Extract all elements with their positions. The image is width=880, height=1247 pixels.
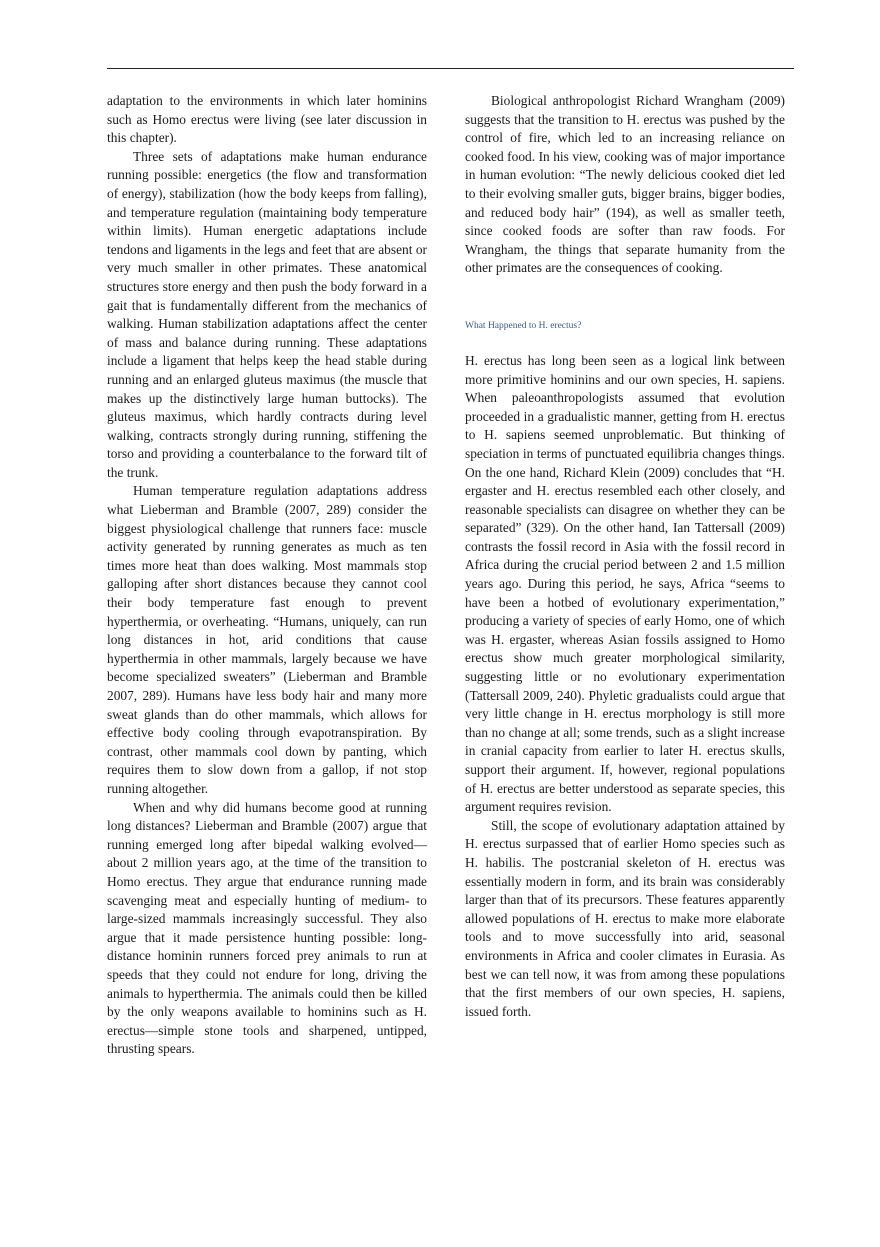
header-rule: [107, 68, 794, 69]
left-column: [107, 92, 427, 1059]
body-paragraph: When and why did humans become good at running long distances? Lieberman and Bramble (2007) argue that running emerged long after bipedal walking evolved—about 2 million years ago, at the time of the transition to Homo erectus. They argue that endurance running made scavenging meat and especially hunting of medium- to large-sized mammals increasingly successful. They also argue that it made persistence hunting possible: long-distance hominin runners forced prey animals to run at speeds that they could not endure for long, driving the animals to hyperthermia. The animals could then be killed by the only weapons available to hominins such as H. erectus—simple stone tools and sharpened, untipped, thrusting spears.: [107, 799, 427, 1057]
right-column: [465, 92, 785, 1021]
body-paragraph: Biological anthropologist Richard Wrangham (2009) suggests that the transition to H. erectus was pushed by the control of fire, which led to an increasing reliance on cooked food. In his view, cooking was of major importance in human evolution: “The newly delicious cooked diet led to their evolving smaller guts, bigger brains, bigger bodies, and reduced body hair” (194), as well as smaller teeth, since cooked foods are softer than raw foods. For Wrangham, the things that separate humanity from the other primates are the consequences of cooking.: [465, 93, 785, 276]
section-heading: What Happened to H. erectus?: [465, 320, 582, 331]
body-paragraph: adaptation to the environments in which later hominins such as Homo erectus were living (see later discussion in this chapter).: [107, 93, 427, 146]
body-paragraph: H. erectus has long been seen as a logical link between more primitive hominins and our own species, H. sapiens. When paleoanthropologists assumed that evolution proceeded in a gradualistic manner, getting from H. erectus to H. sapiens seemed unproblematic. But thinking of speciation in terms of punctuated equilibria changes things. On the one hand, Richard Klein (2009) concludes that “H. ergaster and H. erectus resembled each other closely, and reasonable specialists can disagree on whether they can be separated” (329). On the other hand, Ian Tattersall (2009) contrasts the fossil record in Asia with the fossil record in Africa during the crucial period between 2 and 1.5 million years ago. During this period, he says, Africa “seems to have been a hotbed of evolutionary experimentation,” producing a variety of species of early Homo, one of which was H. ergaster, whereas Asian fossils assigned to Homo erectus show much greater morphological similarity, suggesting little or no evolutionary experimentation (Tattersall 2009, 240). Phyletic gradualists could argue that very little change in H. erectus morphology is still more than no change at all; some trends, such as a slight increase in cranial capacity from earlier to later H. erectus skulls, support their argument. If, however, regional populations of H. erectus are better understood as separate species, this argument requires revision.: [465, 352, 785, 815]
body-paragraph: Human temperature regulation adaptations address what Lieberman and Bramble (2007, 289) consider the biggest physiological challenge that runners face: muscle activity generated by running generates as much as ten times more heat than does walking. Most mammals stop galloping after short distances because they cannot cool their body temperature fast enough to prevent hyperthermia, or overheating. “Humans, uniquely, can run long distances in hot, arid conditions that cause hyperthermia in other mammals, largely because we have become specialized sweaters” (Lieberman and Bramble 2007, 289). Humans have less body hair and many more sweat glands than do other mammals, which allows for effective body cooling through evapotranspiration. By contrast, other mammals cool down by panting, which requires them to slow down from a gallop, if not stop running altogether.: [107, 483, 427, 796]
body-paragraph: Still, the scope of evolutionary adaptation attained by H. erectus surpassed that of earlier Homo species such as H. habilis. The postcranial skeleton of H. erectus was essentially modern in form, and its brain was considerably larger than that of its precursors. These features apparently allowed populations of H. erectus to make more elaborate tools and to move successfully into arid, seasonal environments in Africa and cooler climates in Eurasia. As best we can tell now, it was from among these populations that the first members of our own species, H. sapiens, issued forth.: [465, 817, 785, 1019]
body-paragraph: Three sets of adaptations make human endurance running possible: energetics (the flow and transformation of energy), stabilization (how the body keeps from falling), and temperature regulation (maintaining body temperature within limits). Human energetic adaptations include tendons and ligaments in the legs and feet that are absent or very much smaller in other primates. These anatomical structures store energy and then push the body forward in a gait that is fundamentally different from the mechanics of walking. Human stabilization adaptations affect the center of mass and balance during running. These adaptations include a ligament that helps keep the head stable during running and an enlarged gluteus maximus (the muscle that makes up the distinctively large human buttocks). The gluteus maximus, which hardly contracts during level walking, contracts strongly during running, stiffening the torso and providing a counterbalance to the forward tilt of the trunk.: [107, 148, 427, 480]
